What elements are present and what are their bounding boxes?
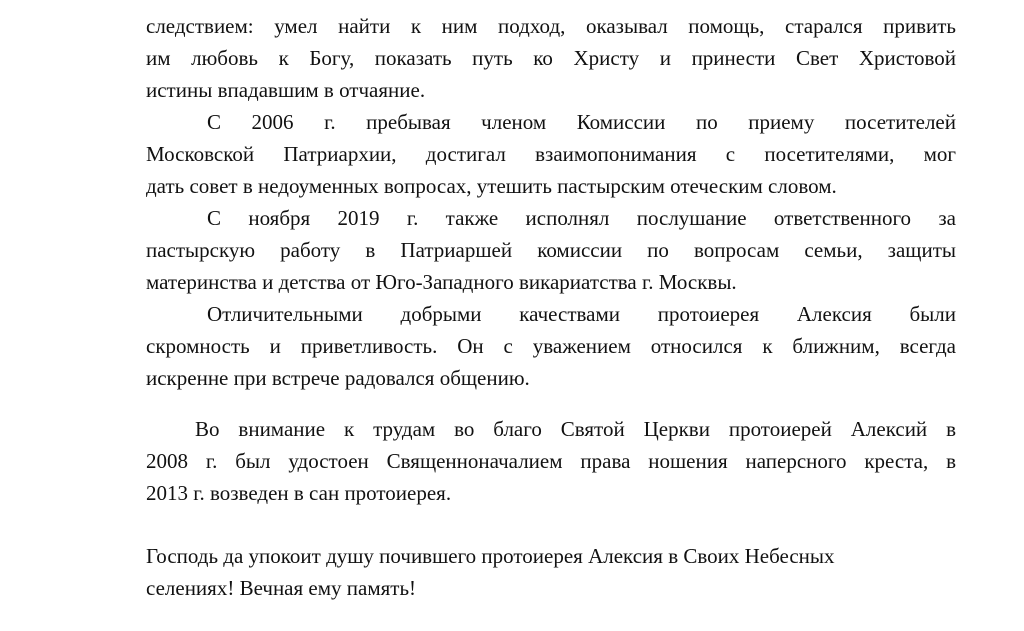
paragraph-2-line-2: Московской Патриархии, достигал взаимопонимания с посетителями, мог bbox=[146, 142, 956, 166]
paragraph-6-line-1: Господь да упокоит душу почившего протоиерея Алексия в Своих Небесных bbox=[146, 544, 835, 568]
paragraph-5-line-2: 2008 г. был удостоен Священноначалием права ношения наперсного креста, в bbox=[146, 449, 956, 473]
paragraph-1-line-2: им любовь к Богу, показать путь ко Христу и принести Свет Христовой bbox=[146, 46, 956, 70]
paragraph-3-line-3: материнства и детства от Юго-Западного викариатства г. Москвы. bbox=[146, 270, 737, 294]
paragraph-4-line-2: скромность и приветливость. Он с уважением относился к ближним, всегда bbox=[146, 334, 956, 358]
paragraph-5-line-1: Во внимание к трудам во благо Святой Церкви протоиерей Алексий в bbox=[195, 417, 956, 441]
paragraph-3-line-2: пастырскую работу в Патриаршей комиссии по вопросам семьи, защиты bbox=[146, 238, 956, 262]
paragraph-5-line-3: 2013 г. возведен в сан протоиерея. bbox=[146, 481, 452, 505]
paragraph-2-line-3: дать совет в недоуменных вопросах, утешить пастырским отеческим словом. bbox=[146, 174, 837, 198]
paragraph-6-line-2: селениях! Вечная ему память! bbox=[146, 576, 417, 600]
paragraph-2-line-1: С 2006 г. пребывая членом Комиссии по приему посетителей bbox=[207, 110, 956, 134]
paragraph-1-line-1: следствием: умел найти к ним подход, оказывал помощь, старался привить bbox=[146, 14, 956, 38]
paragraph-1-line-3: истины впадавшим в отчаяние. bbox=[146, 78, 426, 102]
paragraph-4-line-3: искренне при встрече радовался общению. bbox=[146, 366, 530, 390]
paragraph-4-line-1: Отличительными добрыми качествами протоиерея Алексия были bbox=[207, 302, 956, 326]
paragraph-3-line-1: С ноября 2019 г. также исполнял послушание ответственного за bbox=[207, 206, 956, 230]
